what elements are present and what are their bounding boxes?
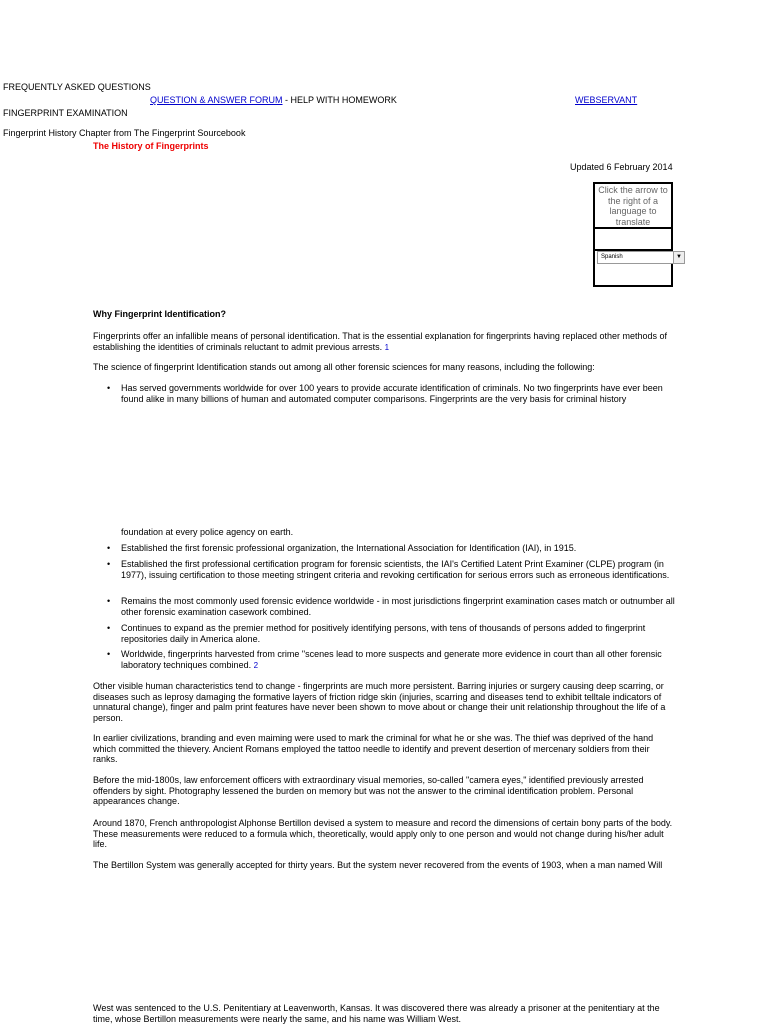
translate-spacer: [595, 229, 671, 251]
paragraph-1: [93, 331, 673, 353]
list-item-1-continued: foundation at every police agency on earth.: [121, 527, 294, 537]
updated-date: Updated 6 February 2014: [570, 162, 673, 172]
fingerprint-examination-label: FINGERPRINT EXAMINATION: [3, 108, 128, 118]
paragraph-2: The science of fingerprint Identification stands out among all other forensic sciences for many reasons, including the following:: [93, 362, 595, 372]
translate-widget: [593, 182, 673, 287]
qa-forum-suffix: - HELP WITH HOMEWORK: [282, 95, 397, 105]
list-item-6: [121, 649, 676, 671]
list-item-3: • Established the first professional certification program for forensic scientists, the IAI's Certified Latent Print Examiner (CLPE) program (in 1977), issuing certification to those meeting stringent criteria and revoking certification for serious errors such as erroneous identifications.: [121, 559, 676, 580]
paragraph-5: Before the mid-1800s, law enforcement officers with extraordinary visual memories, so-called "camera eyes," identified previously arrested offenders by sight. Photography lessened the burden on memory but was not the answer to the criminal identification problem. Personal appearances change.: [93, 775, 644, 806]
paragraph-1-text: Fingerprints offer an infallible means of personal identification. That is the essential explanation for fingerprints having replaced other methods of establishing the identities of criminals reluctant to admit previous arrests.: [93, 331, 668, 352]
list-item-6-text: Worldwide, fingerprints harvested from crime "scenes lead to more suspects and generate more evidence in court than all other forensic laboratory techniques combined.: [121, 649, 662, 670]
webservant-link[interactable]: WEBSERVANT: [575, 95, 638, 105]
section-heading: Why Fingerprint Identification?: [93, 309, 226, 319]
chevron-down-icon[interactable]: ▼: [673, 252, 684, 263]
chapter-line: Fingerprint History Chapter from The Fingerprint Sourcebook: [3, 128, 246, 138]
footnote-link-2[interactable]: 2: [253, 660, 259, 670]
paragraph-7-continued: West was sentenced to the U.S. Penitentiary at Leavenworth, Kansas. It was discovered there was already a prisoner at the penitentiary at the time, whose Bertillon measurements were nearly the same, and his name was William West.: [93, 1003, 660, 1024]
list-item-5: • Continues to expand as the premier method for positively identifying persons, with tens of thousands of persons added to fingerprint repositories daily in America alone.: [121, 623, 676, 644]
list-item-2: • Established the first forensic professional organization, the International Association for Identification (IAI), in 1915.: [121, 543, 676, 554]
list-item-4: • Remains the most commonly used forensic evidence worldwide - in most jurisdictions fingerprint examination cases match or outnumber all other forensic examination casework combined.: [121, 596, 676, 617]
paragraph-7: The Bertillon System was generally accepted for thirty years. But the system never recovered from the events of 1903, when a man named Will: [93, 860, 663, 870]
qa-forum-line: [150, 95, 397, 106]
page-title: The History of Fingerprints: [93, 141, 209, 151]
footnote-link-1[interactable]: 1: [384, 342, 390, 352]
language-select-value: Spanish: [601, 254, 623, 260]
translate-prompt: Click the arrow to the right of a language to translate: [595, 184, 671, 229]
faq-label: FREQUENTLY ASKED QUESTIONS: [3, 82, 151, 92]
list-item-1: • Has served governments worldwide for over 100 years to provide accurate identification of criminals. No two fingerprints have ever been found alike in many billions of human and automated computer comparisons. Fingerprints are the very basis for criminal history: [121, 383, 676, 404]
qa-forum-link[interactable]: QUESTION & ANSWER FORUM: [150, 95, 283, 105]
language-select[interactable]: [597, 251, 685, 264]
paragraph-6: Around 1870, French anthropologist Alphonse Bertillon devised a system to measure and record the dimensions of certain bony parts of the body. These measurements were reduced to a formula which, theoretically, would apply only to one person and would not change during his/her adult life.: [93, 818, 673, 849]
paragraph-4: In earlier civilizations, branding and even maiming were used to mark the criminal for what he or she was. The thief was deprived of the hand which committed the thievery. Ancient Romans employed the tattoo needle to identify and prevent desertion of mercenary soldiers from their ranks.: [93, 733, 654, 764]
paragraph-3: Other visible human characteristics tend to change - fingerprints are much more persistent. Barring injuries or surgery causing deep scarring, or diseases such as leprosy damaging the formative layers of friction ridge skin (injuries, scarring and diseases tend to exhibit telltale indicators of unnatural change), finger and palm print features have never been shown to move about or change their unit relationship throughout the life of a person.: [93, 681, 666, 723]
